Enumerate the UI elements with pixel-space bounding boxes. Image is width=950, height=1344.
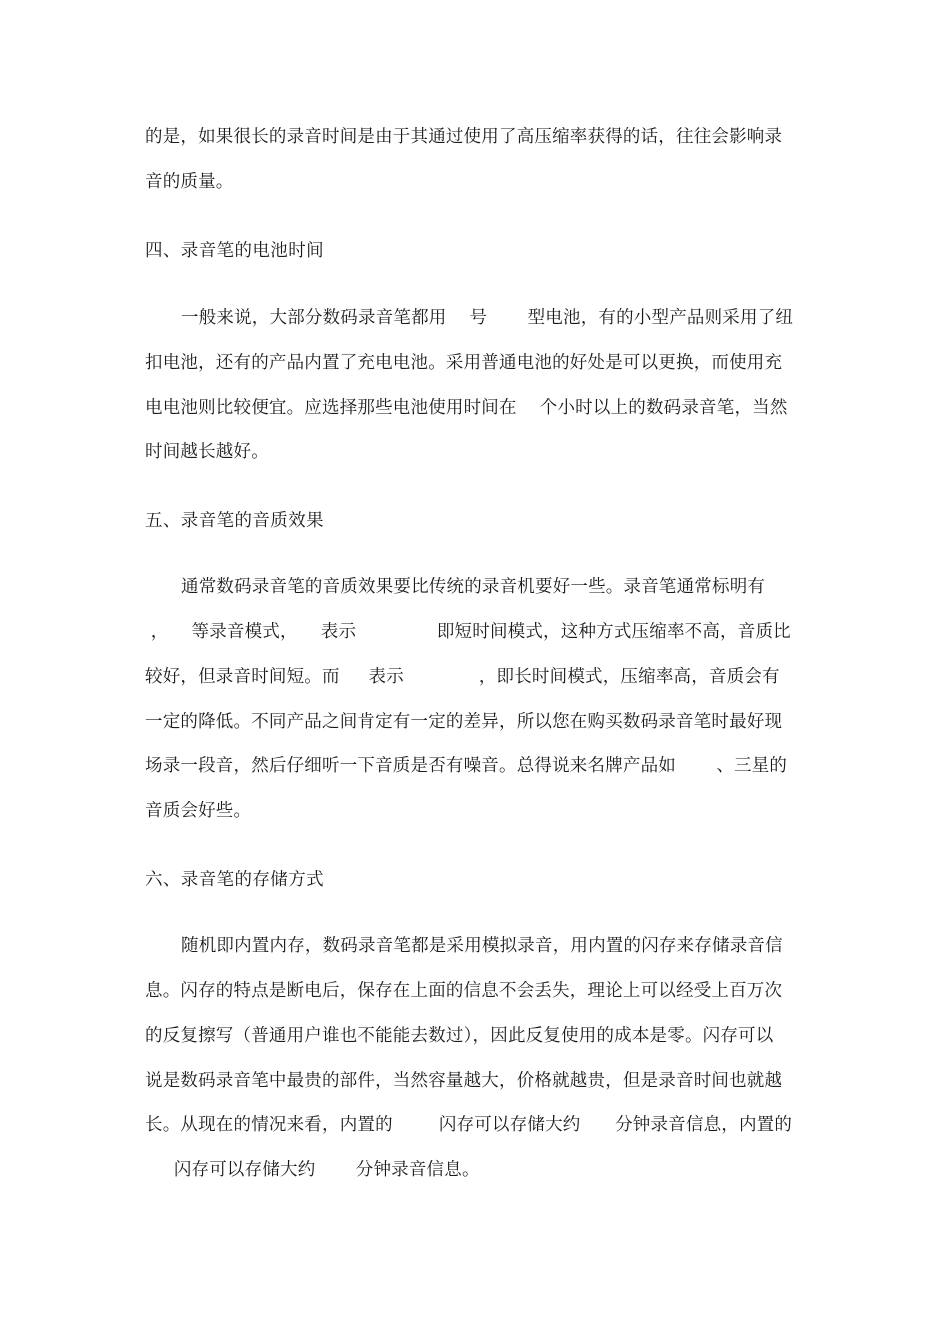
paragraph-line: 息。闪存的特点是断电后，保存在上面的信息不会丢失，理论上可以经受上百万次 [145,981,783,1001]
paragraph-line: 的是，如果很长的录音时间是由于其通过使用了高压缩率获得的话，往往会影响录 [145,127,783,147]
paragraph-line: 的反复擦写（普通用户谁也不能能去数过），因此反复使用的成本是零。闪存可以 [145,1026,774,1046]
paragraph-line: 一定的降低。不同产品之间肯定有一定的差异，所以您在购买数码录音笔时最好现 [145,712,783,732]
paragraph-line: 音的质量。 [145,172,234,192]
paragraph-line: 扣电池，还有的产品内置了充电电池。采用普通电池的好处是可以更换，而使用充 [145,353,783,373]
paragraph-line: 说是数码录音笔中最贵的部件，当然容量越大，价格就越贵，但是录音时间也就越 [145,1071,783,1091]
paragraph-line: 场录一段音，然后仔细听一下音质是否有噪音。总得说来名牌产品如 、三星的 [145,756,788,776]
paragraph-line: 较好，但录音时间短。而 表示 ，即长时间模式，压缩率高，音质会有 [145,667,780,687]
paragraph-line: 长。从现在的情况来看，内置的 闪存可以存储大约 分钟录音信息，内置的 [145,1115,793,1135]
paragraph-line: 随机即内置内存，数码录音笔都是采用模拟录音，用内置的闪存来存储录音信 [181,936,783,956]
section-heading-sound-quality: 五、录音笔的音质效果 [145,511,324,531]
paragraph-line: 闪存可以存储大约 分钟录音信息。 [145,1160,480,1180]
paragraph-line: ， 等录音模式， 表示 即短时间模式，这种方式压缩率不高，音质比 [145,622,791,642]
section-heading-battery: 四、录音笔的电池时间 [145,241,324,261]
section-heading-storage: 六、录音笔的存储方式 [145,870,324,890]
paragraph-line: 音质会好些。 [145,801,252,821]
paragraph-line: 一般来说，大部分数码录音笔都用 号 型电池，有的小型产品则采用了纽 [181,308,794,328]
paragraph-line: 时间越长越好。 [145,442,269,462]
paragraph-line: 电电池则比较便宜。应选择那些电池使用时间在 个小时以上的数码录音笔，当然 [145,398,788,418]
paragraph-line: 通常数码录音笔的音质效果要比传统的录音机要好一些。录音笔通常标明有 [181,577,766,597]
